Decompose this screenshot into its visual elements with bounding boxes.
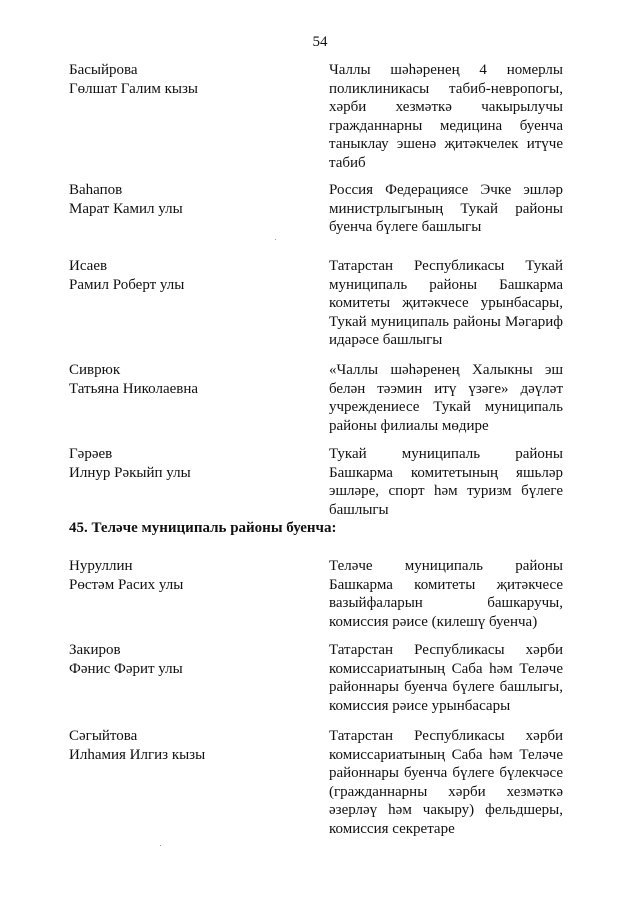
person-name	[69, 361, 309, 398]
scan-speck	[275, 239, 276, 240]
position-description: Теләче муниципаль районы Башкарма комитеты җитәкчесе вазыйфаларын башкаручы, комиссия рәисе (килешү буенча)	[329, 558, 563, 630]
position-description: Тукай муниципаль районы Башкарма комитетының яшьләр эшләре, спорт һәм туризм бүлеге башлыгы	[329, 446, 563, 518]
page-number: 54	[312, 34, 328, 50]
given-name: Илнур Рәкыйп улы	[69, 464, 191, 481]
position-description: Татарстан Республикасы хәрби комиссариатының Саба һәм Теләче районнары буенча бүлеге бүлекчәсе (гражданнарны хәрби хезмәткә әзерләү һәм чакыру) фельдшеры, комиссия секретаре	[329, 728, 563, 837]
given-name: Фәнис Фәрит улы	[69, 660, 183, 677]
person-name	[69, 257, 309, 294]
surname: Ваһапов	[69, 182, 123, 198]
position-description: Чаллы шәһәренең 4 номерлы поликлиникасы табиб-невропогы, хәрби хезмәткә чакырылучы гражданнарны медицина буенча таныклау эшенә җитәкчелек итүче табиб	[329, 62, 563, 171]
section-heading: 45. Теләче муниципаль районы буенча:	[69, 520, 337, 536]
given-name: Илһамия Илгиз кызы	[69, 746, 206, 763]
person-name	[69, 557, 309, 594]
given-name: Марат Камил улы	[69, 200, 183, 217]
surname: Гәрәев	[69, 446, 113, 462]
person-name	[69, 61, 309, 98]
surname: Басыйрова	[69, 62, 138, 78]
surname: Сәгыйтова	[69, 728, 138, 744]
position-description: «Чаллы шәһәренең Халыкны эш белән тәэмин итү үзәге» дәүләт учреждениесе Тукай муниципаль районы филиалы мөдире	[329, 362, 563, 434]
surname: Нуруллин	[69, 558, 133, 574]
position-description: Татарстан Республикасы хәрби комиссариатының Саба һәм Теләче районнары буенча бүлеге башлыгы, комиссия рәисе урынбасары	[329, 642, 563, 714]
surname: Сиврюк	[69, 362, 121, 378]
position-description: Россия Федерациясе Эчке эшләр министрлыгының Тукай районы буенча бүлеге башлыгы	[329, 182, 563, 236]
given-name: Рамил Роберт улы	[69, 276, 185, 293]
person-name	[69, 641, 309, 678]
person-name	[69, 181, 309, 218]
surname: Исаев	[69, 258, 108, 274]
given-name: Гөлшат Галим кызы	[69, 80, 198, 97]
surname: Закиров	[69, 642, 121, 658]
person-name	[69, 445, 309, 482]
given-name: Татьяна Николаевна	[69, 380, 199, 397]
position-description: Татарстан Республикасы Тукай муниципаль районы Башкарма комитеты җитәкчесе урынбасары, Тукай муниципаль районы Мәгариф идарәсе башлыгы	[329, 258, 563, 349]
person-name	[69, 727, 309, 764]
given-name: Рөстәм Расих улы	[69, 576, 184, 593]
scan-speck	[160, 845, 161, 846]
